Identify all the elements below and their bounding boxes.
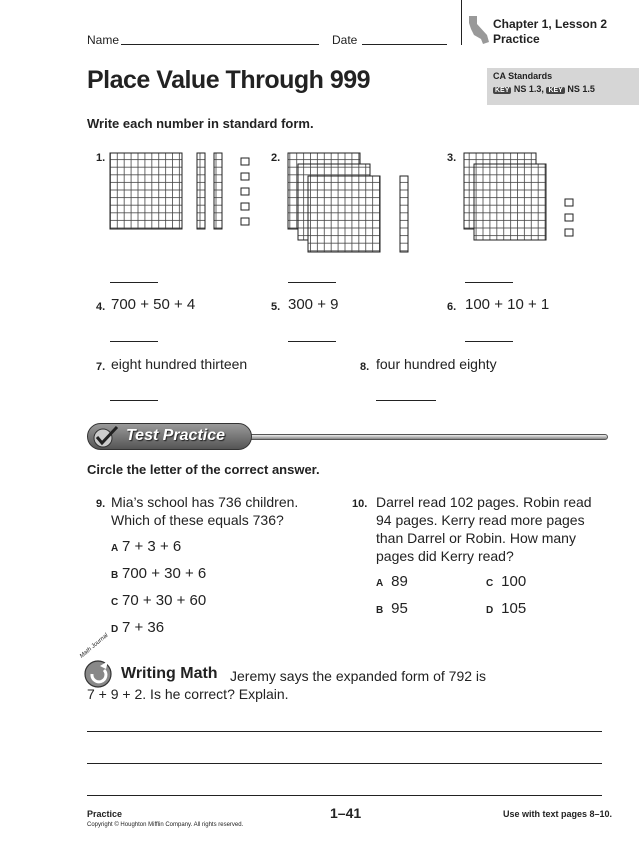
test-practice-title: Test Practice xyxy=(126,427,226,444)
problem-8-number: 8. xyxy=(360,361,370,373)
key-badge: KEY xyxy=(495,87,510,94)
hundred-flat xyxy=(474,164,546,240)
problem-5-text: 300 + 9 xyxy=(288,296,339,313)
checkmark-icon xyxy=(92,426,120,448)
answer-line-7[interactable] xyxy=(110,400,158,401)
writing-math-prompt-line1: Jeremy says the expanded form of 792 is xyxy=(230,668,487,684)
problem-7-number: 7. xyxy=(96,361,106,373)
one-cube xyxy=(241,158,249,165)
one-cube xyxy=(241,203,249,210)
ten-rod xyxy=(400,176,408,252)
question-9-text xyxy=(111,493,298,529)
choice-9c[interactable]: C 70 + 30 + 60 xyxy=(111,592,207,609)
instructions-standard-form: Write each number in standard form. xyxy=(87,116,314,131)
choice-10c[interactable]: C 100 xyxy=(486,573,527,590)
test-practice-banner xyxy=(87,423,252,450)
answer-line-4[interactable] xyxy=(110,341,158,342)
instructions-circle: Circle the letter of the correct answer. xyxy=(87,462,320,477)
one-cube xyxy=(565,229,573,236)
one-cube xyxy=(565,214,573,221)
choice-9a[interactable]: A 7 + 3 + 6 xyxy=(111,538,182,555)
problem-6-text: 100 + 10 + 1 xyxy=(465,296,550,313)
question-10-line: pages did Kerry read? xyxy=(376,548,514,564)
math-journal-icon xyxy=(78,655,120,689)
one-cube xyxy=(565,199,573,206)
problem-1-number: 1. xyxy=(96,152,106,164)
writing-math-heading: Writing Math xyxy=(121,665,218,682)
date-label: Date xyxy=(332,33,358,47)
page-number: 1–41 xyxy=(330,805,362,821)
chapter-lesson: Chapter 1, Lesson 2 xyxy=(493,17,608,31)
ten-rod xyxy=(214,153,222,229)
writing-math-prompt-line2: 7 + 9 + 2. Is he correct? Explain. xyxy=(87,686,289,702)
standards-heading: CA Standards xyxy=(493,71,553,81)
question-10-line: than Darrel or Robin. How many xyxy=(376,530,576,546)
hundred-flat xyxy=(308,176,380,252)
answer-line-3[interactable] xyxy=(465,282,513,283)
question-9-line: Mia’s school has 736 children. xyxy=(111,494,299,510)
writing-line[interactable] xyxy=(87,731,602,732)
choice-9b[interactable]: B 700 + 30 + 6 xyxy=(111,565,207,582)
one-cube xyxy=(241,188,249,195)
key-badge: KEY xyxy=(548,87,563,94)
banner-rule xyxy=(240,434,608,440)
footer-practice: Practice xyxy=(87,809,123,819)
question-10-text xyxy=(376,493,592,565)
problem-1-blocks xyxy=(110,153,249,229)
answer-line-1[interactable] xyxy=(110,282,158,283)
practice-label: Practice xyxy=(493,32,540,46)
question-10-number: 10. xyxy=(352,498,368,510)
problem-6-number: 6. xyxy=(447,301,457,313)
one-cube xyxy=(241,173,249,180)
standard-ns-1-3: NS 1.3, xyxy=(513,84,544,94)
choice-10a[interactable]: A 89 xyxy=(376,573,408,590)
answer-line-8[interactable] xyxy=(376,400,436,401)
problem-7-text: eight hundred thirteen xyxy=(111,356,248,372)
problem-2-blocks xyxy=(288,153,408,252)
page-title: Place Value Through 999 xyxy=(87,66,371,94)
choice-9d[interactable]: D 7 + 36 xyxy=(111,619,165,636)
question-9-number: 9. xyxy=(96,498,106,510)
writing-line[interactable] xyxy=(87,763,602,764)
answer-line-2[interactable] xyxy=(288,282,336,283)
problem-2-number: 2. xyxy=(271,152,281,164)
question-10-line: Darrel read 102 pages. Robin read xyxy=(376,494,592,510)
ten-rod xyxy=(197,153,205,229)
one-cube xyxy=(241,218,249,225)
answer-line-5[interactable] xyxy=(288,341,336,342)
problem-3-blocks xyxy=(464,153,573,240)
copyright: Copyright © Houghton Mifflin Company. All rights reserved. xyxy=(87,822,244,828)
math-journal-label: Math Journal xyxy=(79,632,110,660)
hundred-flat xyxy=(110,153,182,229)
name-label: Name xyxy=(87,33,120,47)
question-10-line: 94 pages. Kerry read more pages xyxy=(376,512,585,528)
writing-line[interactable] xyxy=(87,795,602,796)
footer-use-with: Use with text pages 8–10. xyxy=(503,809,613,819)
problem-4-number: 4. xyxy=(96,301,106,313)
choice-10d[interactable]: D 105 xyxy=(486,600,527,617)
base-ten-blocks xyxy=(0,0,639,260)
answer-line-6[interactable] xyxy=(465,341,513,342)
question-9-line: Which of these equals 736? xyxy=(111,512,284,528)
problem-5-number: 5. xyxy=(271,301,281,313)
problem-4-text: 700 + 50 + 4 xyxy=(111,296,196,313)
problem-3-number: 3. xyxy=(447,152,457,164)
problem-8-text: four hundred eighty xyxy=(376,356,497,372)
choice-10b[interactable]: B 95 xyxy=(376,600,408,617)
standard-ns-1-5: NS 1.5 xyxy=(567,84,595,94)
